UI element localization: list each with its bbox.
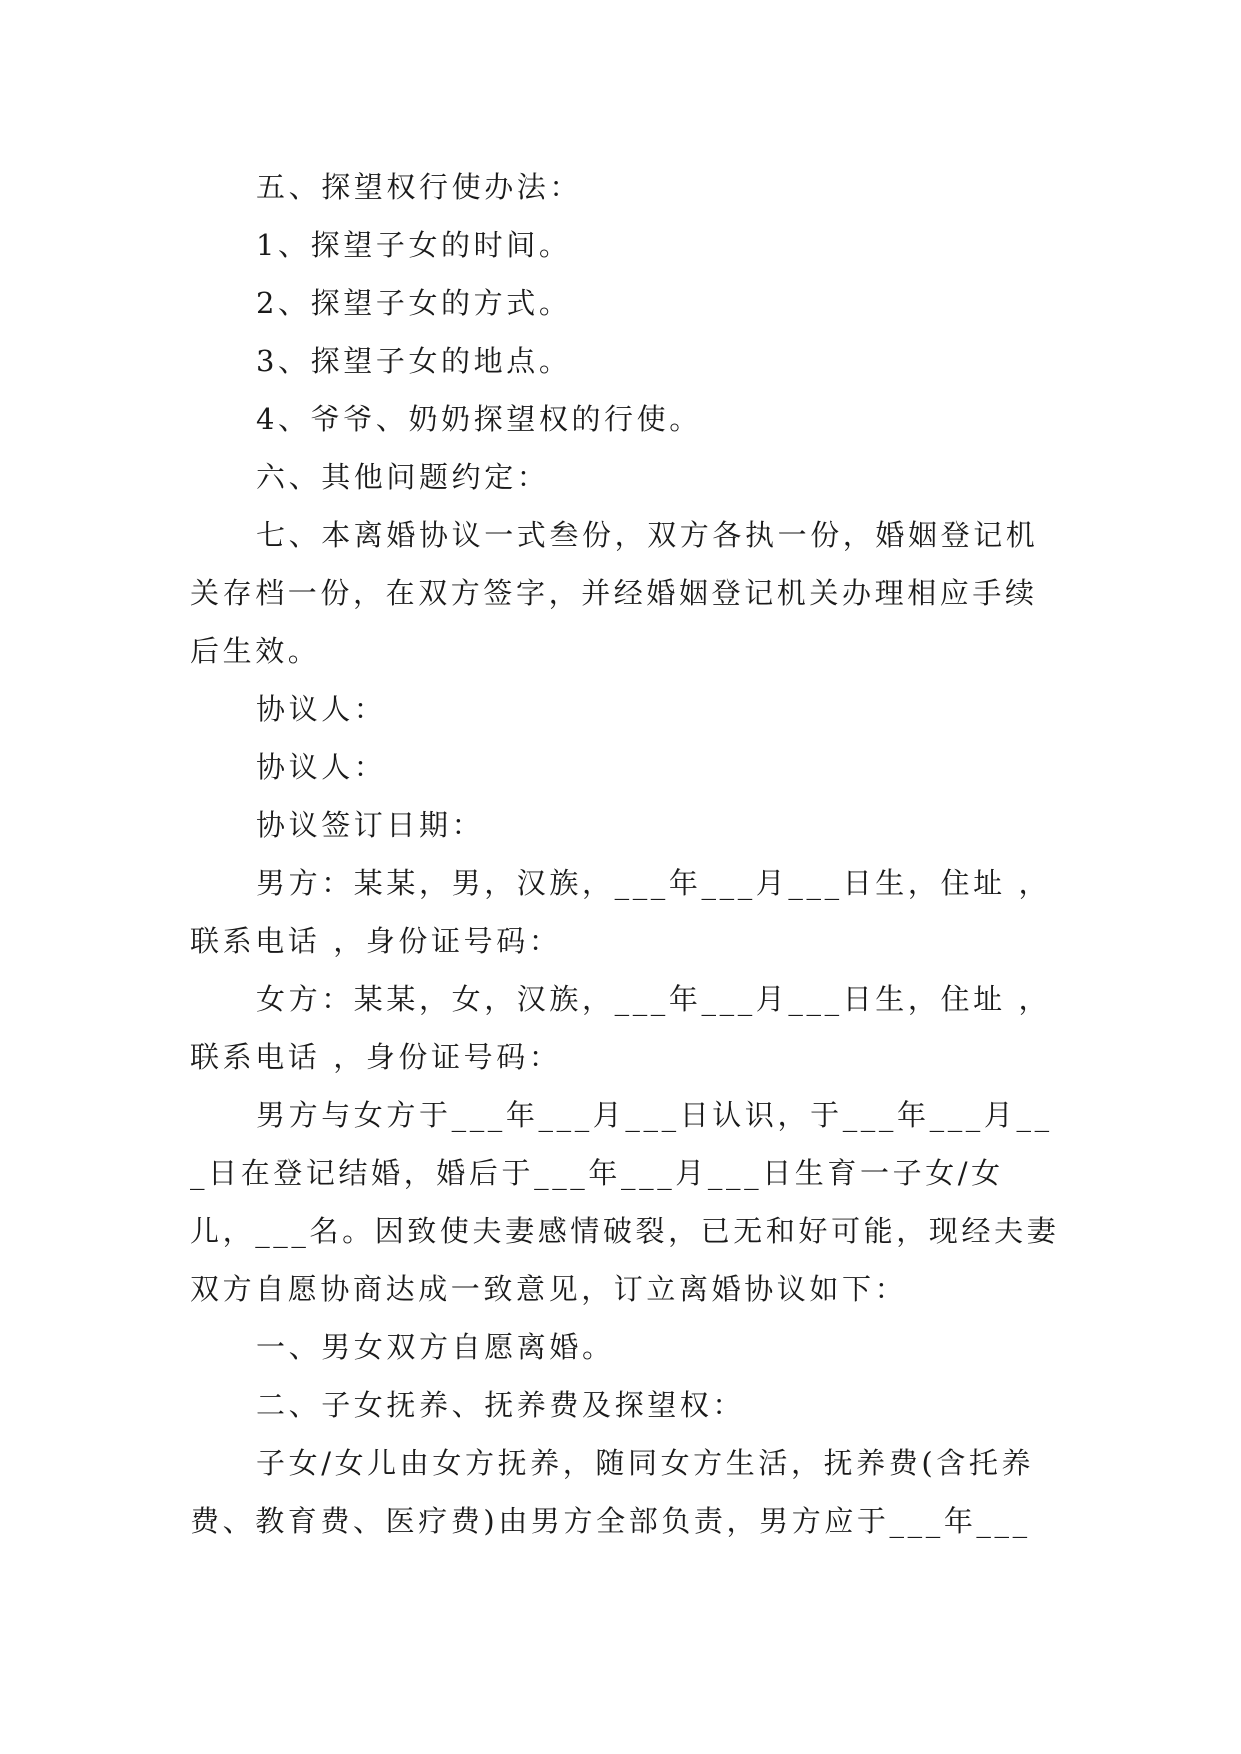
document-body xyxy=(190,158,1060,1550)
marriage-background-paragraph: 男方与女方于___年___月___日认识，于___年___月___日在登记结婚，婚后于___年___月___日生育一子女/女儿，___名。因致使夫妻感情破裂，已无和好可能，现经夫妻双方自愿协商达成一致意见，订立离婚协议如下： xyxy=(190,1098,1060,1306)
signatory-line-1: 协议人： xyxy=(256,692,387,726)
section-seven-paragraph: 七、本离婚协议一式叁份，双方各执一份，婚姻登记机关存档一份，在双方签字，并经婚姻登记机关办理相应手续后生效。 xyxy=(190,518,1039,668)
signatory-line-2: 协议人： xyxy=(256,750,387,784)
section-five-heading: 五、探望权行使办法： xyxy=(256,170,583,204)
child-support-paragraph: 子女/女儿由女方抚养，随同女方生活，抚养费(含托养费、教育费、医疗费)由男方全部负责，男方应于___年___ xyxy=(190,1446,1035,1538)
signing-date-line: 协议签订日期： xyxy=(256,808,485,842)
grandparents-visit-item: 4、爷爷、奶奶探望权的行使。 xyxy=(256,402,702,436)
visit-method-item: 2、探望子女的方式。 xyxy=(256,286,572,320)
section-six-heading: 六、其他问题约定： xyxy=(256,460,550,494)
section-one-heading: 一、男女双方自愿离婚。 xyxy=(256,1330,615,1364)
wife-info-paragraph: 女方：某某，女，汉族，___年___月___日生，住址 ，联系电话 ，身份证号码： xyxy=(190,982,1052,1074)
section-two-heading: 二、子女抚养、抚养费及探望权： xyxy=(256,1388,746,1422)
husband-info-paragraph: 男方：某某，男，汉族，___年___月___日生，住址 ，联系电话 ，身份证号码： xyxy=(190,866,1052,958)
visit-location-item: 3、探望子女的地点。 xyxy=(256,344,572,378)
visit-time-item: 1、探望子女的时间。 xyxy=(256,228,572,262)
